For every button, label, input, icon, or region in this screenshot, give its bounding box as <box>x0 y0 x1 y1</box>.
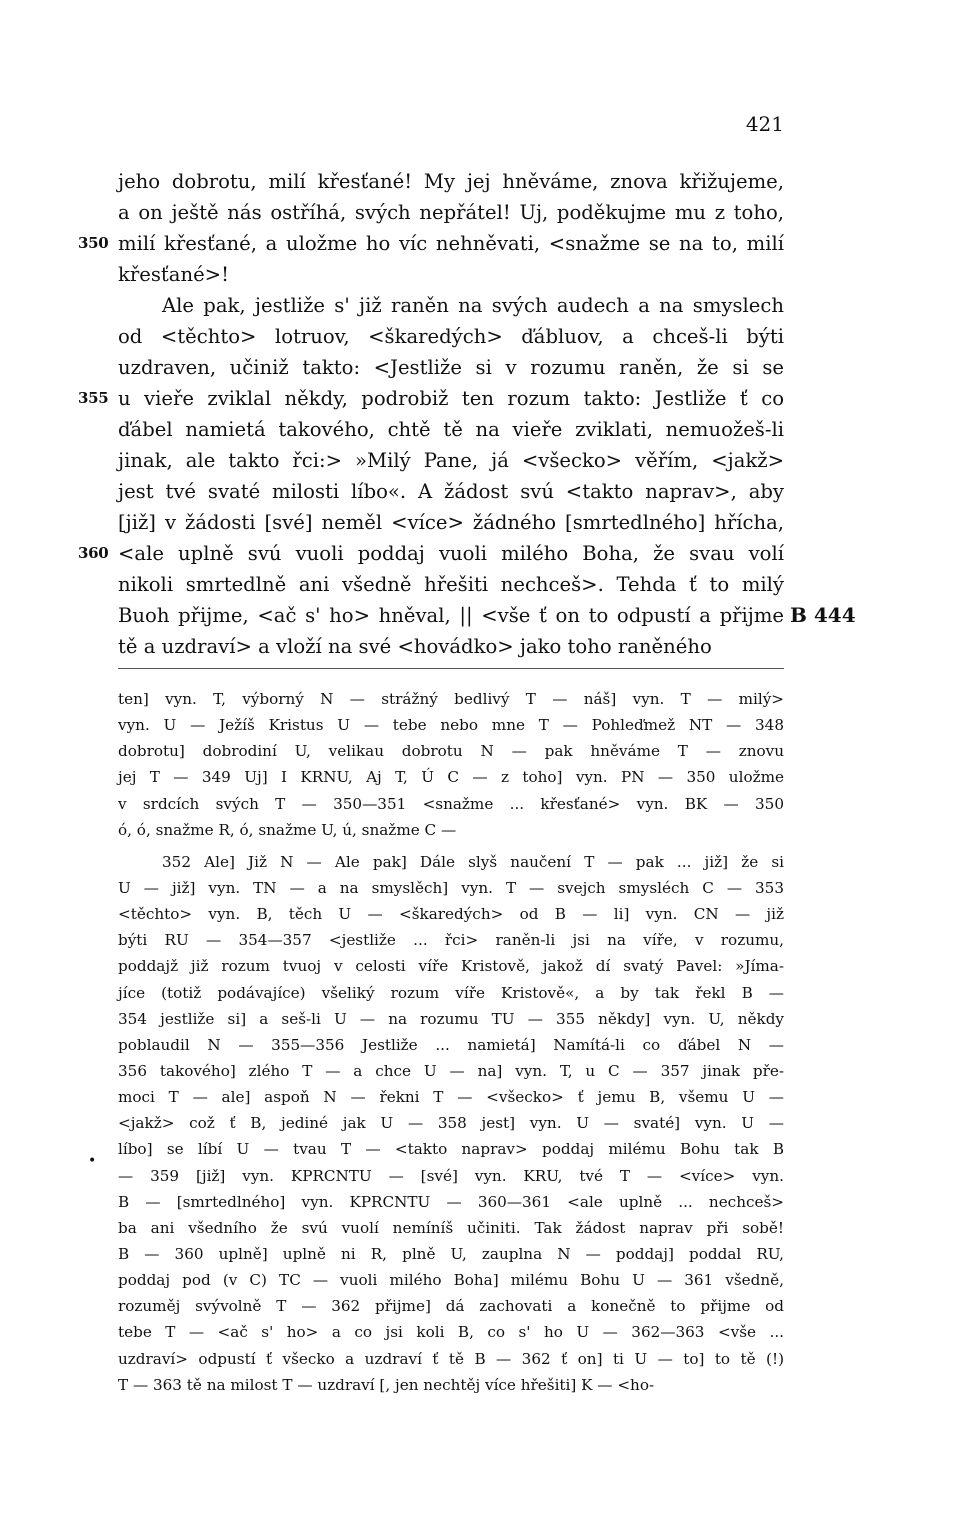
text-line <box>118 507 784 538</box>
text-line <box>118 569 784 600</box>
text-line <box>118 414 784 445</box>
line-number: 360 <box>78 544 109 562</box>
note-line <box>118 1110 784 1136</box>
line-text: B — [smrtedlného] vyn. KPRCNTU — 360—361 <ale uplně ... nechceš> <box>118 1192 784 1211</box>
text-line <box>118 476 784 507</box>
text-line <box>118 259 784 290</box>
note-line <box>118 1058 784 1084</box>
line-text: uzdraví> odpustí ť všecko a uzdraví ť tě B — 362 ť on] ti U — to] to tě (!) <box>118 1349 784 1368</box>
main-text <box>78 166 856 662</box>
line-number: 350 <box>78 234 109 252</box>
note-line <box>118 1346 784 1372</box>
text-line <box>118 445 784 476</box>
note-line <box>118 980 784 1006</box>
line-text: jinak, ale takto řci:> »Milý Pane, já <všecko> věřím, <jakž> <box>118 449 784 472</box>
line-text: jest tvé svaté milosti líbo«. A žádost svú <takto naprav>, aby <box>118 480 784 503</box>
line-text: nikoli smrtedlně ani všedně hřešiti nechceš>. Tehda ť to milý <box>118 573 784 596</box>
text-line <box>78 228 784 259</box>
line-text: [již] v žádosti [své] neměl <více> žádného [smrtedlného] hřícha, <box>118 511 784 534</box>
note-line <box>118 791 784 817</box>
line-text: moci T — ale] aspoň N — řekni T — <všecko> ť jemu B, všemu U — <box>118 1088 784 1107</box>
line-text: líbo] se líbí U — tvau T — <takto naprav> poddaj milému Bohu tak B <box>118 1140 784 1159</box>
line-text: ten] vyn. T, výborný N — strážný bedlivý T — náš] vyn. T — milý> <box>118 690 784 708</box>
critical-apparatus <box>118 686 784 1398</box>
line-text: — 359 [již] vyn. KPRCNTU — [své] vyn. KRU, tvé T — <více> vyn. <box>118 1166 784 1185</box>
note-line <box>118 1372 784 1398</box>
line-text: od <těchto> lotruov, <škaredých> ďábluov, a chceš-li býti <box>118 325 784 348</box>
line-text: rozuměj svývolně T — 362 přijme] dá zachovati a konečně to přijme od <box>118 1297 784 1316</box>
line-text: ďábel namietá takového, chtě tě na vieře zviklati, nemuožeš-li <box>118 418 784 441</box>
note-line <box>118 1319 784 1345</box>
margin-dot: • <box>88 1153 97 1169</box>
text-line <box>78 383 784 414</box>
note-line <box>118 817 784 843</box>
line-text: milí křesťané, a uložme ho víc nehněvati, <snažme se na to, milí <box>118 232 784 255</box>
note-line <box>118 927 784 953</box>
note-line <box>118 953 784 979</box>
line-text: <těchto> vyn. B, těch U — <škaredých> od B — li] vyn. CN — již <box>118 905 784 924</box>
line-text: 354 jestliže si] a seš-li U — na rozumu TU — 355 někdy] vyn. U, někdy <box>118 1009 784 1028</box>
line-text: B — 360 uplně] uplně ni R, plně U, zauplna N — poddaj] poddal RU, <box>118 1244 784 1263</box>
text-line <box>118 197 784 228</box>
line-text: <ale uplně svú vuoli poddaj vuoli milého Boha, že svau volí <box>118 542 784 565</box>
line-text: poddajž již rozum tvuoj v celosti víře Kristově, jakož dí svatý Pavel: »Jíma- <box>118 957 784 976</box>
note-line <box>118 1084 784 1110</box>
line-text: ó, ó, snažme R, ó, snažme U, ú, snažme C — <box>118 820 457 839</box>
line-text: křesťané>! <box>118 263 229 286</box>
line-text: Ale pak, jestliže s' již raněn na svých audech a na smyslech <box>162 294 784 317</box>
note-line <box>118 1163 784 1189</box>
note-line <box>118 1006 784 1032</box>
line-text: uzdraven, učiniž takto: <Jestliže si v rozumu raněn, že si se <box>118 356 784 379</box>
line-text: U — již] vyn. TN — a na smyslěch] vyn. T — svejch smysléch C — 353 <box>118 878 784 897</box>
line-text: a on ještě nás ostříhá, svých nepřátel! Uj, poděkujme mu z toho, <box>118 201 784 224</box>
note-line <box>118 1215 784 1241</box>
note-line <box>118 686 784 712</box>
text-line <box>118 321 784 352</box>
note-line <box>118 764 784 790</box>
line-text: Buoh přijme, <ač s' ho> hněval, || <vše ť on to odpustí a přijme <box>118 604 784 627</box>
note-line <box>118 1293 784 1319</box>
text-line <box>118 352 784 383</box>
text-line <box>118 631 784 662</box>
note-line <box>118 1267 784 1293</box>
line-number: 355 <box>78 389 109 407</box>
text-line <box>118 290 784 321</box>
line-text: v srdcích svých T — 350—351 <snažme ... křesťané> vyn. BK — 350 <box>118 794 784 813</box>
note-line <box>118 1136 784 1162</box>
line-text: tě a uzdraví> a vloží na své <hovádko> jako toho raněného <box>118 635 712 658</box>
line-text: poblaudil N — 355—356 Jestliže ... namietá] Namítá-li co ďábel N — <box>118 1035 784 1054</box>
note-line <box>118 875 784 901</box>
note-line <box>118 901 784 927</box>
note-line <box>118 712 784 738</box>
line-text: jíce (totiž podávajíce) všeliký rozum víře Kristově«, a by tak řekl B — <box>118 983 784 1002</box>
footnote-rule <box>118 668 784 669</box>
page-number: 421 <box>745 112 784 136</box>
text-line <box>78 538 784 569</box>
text-line <box>118 600 856 631</box>
line-text: dobrotu] dobrodiní U, velikau dobrotu N — pak hněváme T — znovu <box>118 742 784 761</box>
line-text: ba ani všedního že svú vuolí nemíníš učiniti. Tak žádost naprav při sobě! <box>118 1218 784 1237</box>
line-text: býti RU — 354—357 <jestliže ... řci> raněn-li jsi na víře, v rozumu, <box>118 931 784 950</box>
line-text: jej T — 349 Uj] I KRNU, Aj T, Ú C — z toho] vyn. PN — 350 uložme <box>118 768 784 787</box>
margin-reference: B 444 <box>790 603 856 627</box>
line-text: 356 takového] zlého T — a chce U — na] vyn. T, u C — 357 jinak pře- <box>118 1061 784 1080</box>
line-text: tebe T — <ač s' ho> a co jsi koli B, co s' ho U — 362—363 <vše ... <box>118 1323 784 1342</box>
note-line <box>118 1241 784 1267</box>
line-text: vyn. U — Ježíš Kristus U — tebe nebo mne T — Pohleďmež NT — 348 <box>118 716 784 735</box>
line-text: <jakž> což ť B, jediné jak U — 358 jest] vyn. U — svaté] vyn. U — <box>118 1114 784 1133</box>
line-text: T — 363 tě na milost T — uzdraví [, jen nechtěj více hřešiti] K — <ho- <box>118 1375 655 1394</box>
line-text: u vieře zviklal někdy, podrobiž ten rozum takto: Jestliže ť co <box>118 387 784 410</box>
note-line <box>118 738 784 764</box>
note-line <box>118 849 784 875</box>
note-line <box>118 1189 784 1215</box>
note-line <box>118 1032 784 1058</box>
line-text: jeho dobrotu, milí křesťané! My jej hněváme, znova křižujeme, <box>118 170 784 193</box>
line-text: poddaj pod (v C) TC — vuoli milého Boha] milému Bohu U — 361 všedně, <box>118 1271 784 1290</box>
text-line <box>118 166 784 197</box>
line-text: 352 Ale] Již N — Ale pak] Dále slyš naučení T — pak ... již] že si <box>162 852 784 871</box>
